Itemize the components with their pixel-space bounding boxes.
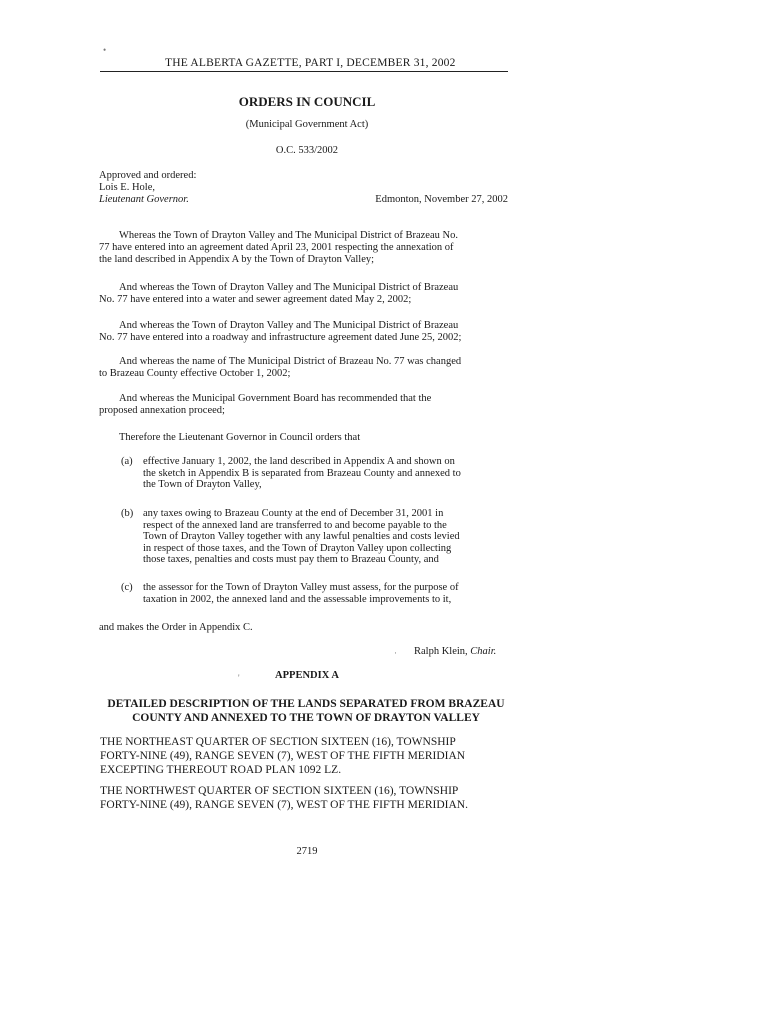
gazette-header: THE ALBERTA GAZETTE, PART I, DECEMBER 31, 2002 [165, 57, 456, 69]
recital-line: And whereas the Town of Drayton Valley and The Municipal District of Brazeau [119, 320, 459, 331]
recital-line: No. 77 have entered into a water and sewer agreement dated May 2, 2002; [99, 294, 412, 305]
approval-line-1: Approved and ordered: [99, 170, 197, 181]
item-line: taxation in 2002, the annexed land and the assessable improvements to it, [143, 593, 452, 605]
recital-2 [99, 282, 509, 306]
section-title: ORDERS IN COUNCIL [238, 94, 376, 109]
land-line: THE NORTHWEST QUARTER OF SECTION SIXTEEN (16), TOWNSHIP [100, 785, 459, 797]
item-line: the assessor for the Town of Drayton Valley must assess, for the purpose of [143, 582, 459, 593]
page-number: 2719 [296, 846, 318, 857]
signature-title: Chair. [470, 646, 497, 657]
place-date: Edmonton, November 27, 2002 [375, 194, 508, 205]
recital-line: to Brazeau County effective October 1, 2002; [99, 368, 291, 379]
item-line: any taxes owing to Brazeau County at the end of December 31, 2001 in [143, 508, 444, 519]
item-label: (b) [121, 508, 134, 519]
approval-signer-title: Lieutenant Governor. [99, 194, 189, 205]
land-line: EXCEPTING THEREOUT ROAD PLAN 1092 LZ. [100, 764, 342, 776]
recital-5 [99, 393, 509, 417]
item-text [143, 456, 533, 491]
detail-heading-line: COUNTY AND ANNEXED TO THE TOWN OF DRAYTON VALLEY [132, 712, 480, 724]
item-text [143, 582, 533, 605]
order-item-a [121, 456, 533, 492]
signature [414, 646, 496, 658]
recital-line: the land described in Appendix A by the Town of Drayton Valley; [99, 254, 375, 265]
recital-line: And whereas the Municipal Government Board has recommended that the [119, 393, 432, 404]
header-rule [100, 71, 508, 72]
item-line: the sketch in Appendix B is separated from Brazeau County and annexed to [143, 467, 461, 479]
recital-line: And whereas the name of The Municipal District of Brazeau No. 77 was changed [119, 356, 462, 367]
item-line: those taxes, penalties and costs must pay them to Brazeau County, and [143, 554, 439, 565]
closing-line: and makes the Order in Appendix C. [99, 622, 253, 633]
recital-3 [99, 320, 509, 344]
order-item-c [121, 582, 533, 606]
recital-line: No. 77 have entered into a roadway and infrastructure agreement dated June 25, 2002; [99, 332, 462, 343]
item-label: (a) [121, 456, 133, 467]
order-number: O.C. 533/2002 [275, 145, 339, 156]
detail-heading [100, 697, 512, 725]
scan-speck: ' [238, 673, 240, 683]
item-line: effective January 1, 2002, the land described in Appendix A and shown on [143, 456, 455, 467]
item-line: respect of the annexed land are transferred to and become payable to the [143, 519, 447, 531]
item-label: (c) [121, 582, 133, 593]
signature-name: Ralph Klein, [414, 646, 468, 657]
scan-speck: • [103, 45, 107, 55]
scan-speck: · [394, 648, 397, 658]
order-item-b [121, 508, 533, 568]
recital-1 [99, 230, 509, 266]
recital-line: And whereas the Town of Drayton Valley and The Municipal District of Brazeau [119, 282, 459, 293]
item-text [143, 508, 533, 566]
recital-4 [99, 356, 509, 380]
operative-clause: Therefore the Lieutenant Governor in Council orders that [119, 432, 361, 443]
appendix-title: APPENDIX A [275, 670, 339, 681]
recital-line: 77 have entered into an agreement dated April 23, 2001 respecting the annexation of [99, 242, 454, 253]
item-line: the Town of Drayton Valley, [143, 479, 262, 490]
land-description-2 [100, 784, 512, 812]
detail-heading-line: DETAILED DESCRIPTION OF THE LANDS SEPARATED FROM BRAZEAU [107, 698, 505, 710]
act-name: (Municipal Government Act) [245, 119, 369, 130]
land-line: FORTY-NINE (49), RANGE SEVEN (7), WEST OF THE FIFTH MERIDIAN [100, 750, 466, 762]
land-line: THE NORTHEAST QUARTER OF SECTION SIXTEEN (16), TOWNSHIP [100, 736, 456, 748]
land-description-1 [100, 735, 512, 777]
recital-line: proposed annexation proceed; [99, 405, 225, 416]
recital-line: Whereas the Town of Drayton Valley and The Municipal District of Brazeau No. [119, 230, 458, 241]
item-line: in respect of those taxes, and the Town of Drayton Valley upon collecting [143, 542, 452, 554]
land-line: FORTY-NINE (49), RANGE SEVEN (7), WEST OF THE FIFTH MERIDIAN. [100, 799, 468, 811]
item-line: Town of Drayton Valley together with any lawful penalties and costs levied [143, 531, 460, 542]
approval-signer: Lois E. Hole, [99, 182, 155, 193]
